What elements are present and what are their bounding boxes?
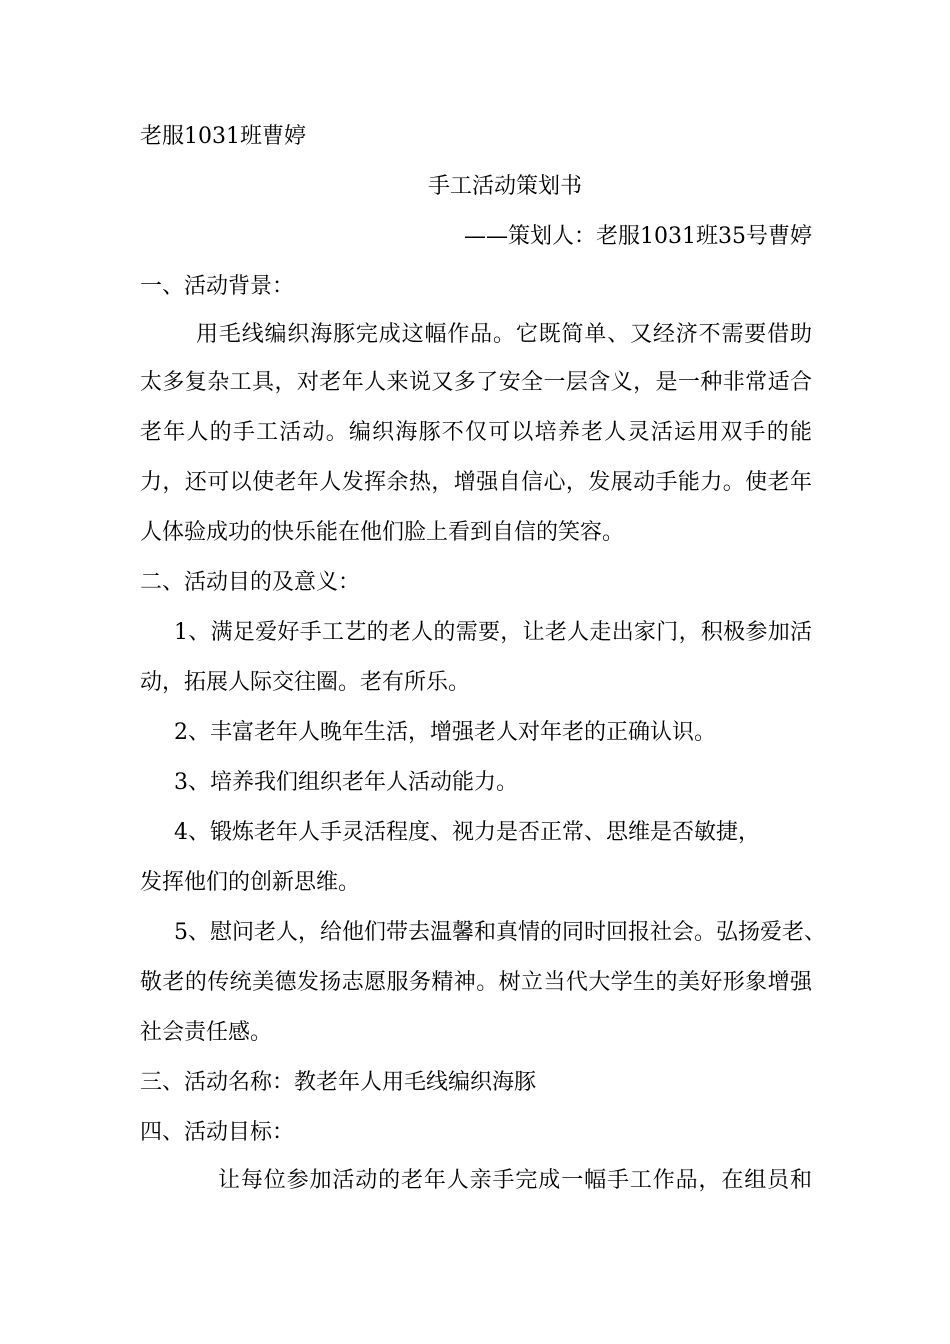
list-item: 4、锻炼老年人手灵活程度、视力是否正常、思维是否敏捷， bbox=[174, 820, 760, 845]
byline: ——策划人：老服1031班35号曹婷 bbox=[464, 224, 812, 249]
list-item-continuation: 社会责任感。 bbox=[140, 1020, 273, 1045]
section-heading-goal: 四、活动目标： bbox=[140, 1120, 295, 1145]
paragraph-line: 让每位参加活动的老年人亲手完成一幅手工作品，在组员和 bbox=[218, 1168, 812, 1193]
list-item: 1、满足爱好手工艺的老人的需要，让老人走出家门，积极参加活 bbox=[174, 620, 812, 645]
paragraph-line: 力，还可以使老年人发挥余热，增强自信心，发展动手能力。使老年 bbox=[140, 470, 812, 495]
section-heading-name: 三、活动名称：教老年人用毛线编织海豚 bbox=[140, 1070, 537, 1095]
section-heading-background: 一、活动背景： bbox=[140, 274, 295, 299]
list-item: 3、培养我们组织老年人活动能力。 bbox=[174, 770, 518, 795]
list-item: 2、丰富老年人晚年生活，增强老人对年老的正确认识。 bbox=[174, 720, 716, 745]
paragraph-line: 太多复杂工具，对老年人来说又多了安全一层含义，是一种非常适合 bbox=[140, 370, 812, 395]
list-item-continuation: 发挥他们的创新思维。 bbox=[140, 870, 361, 895]
paragraph-line: 用毛线编织海豚完成这幅作品。它既简单、又经济不需要借助 bbox=[196, 322, 812, 347]
page-title: 手工活动策划书 bbox=[427, 174, 582, 199]
paragraph-line: 人体验成功的快乐能在他们脸上看到自信的笑容。 bbox=[140, 520, 625, 545]
section-heading-purpose: 二、活动目的及意义： bbox=[140, 570, 361, 595]
list-item-continuation: 敬老的传统美德发扬志愿服务精神。树立当代大学生的美好形象增强 bbox=[140, 970, 812, 995]
header-line: 老服1031班曹婷 bbox=[140, 124, 306, 149]
list-item-continuation: 动，拓展人际交往圈。老有所乐。 bbox=[140, 670, 471, 695]
paragraph-line: 老年人的手工活动。编织海豚不仅可以培养老人灵活运用双手的能 bbox=[140, 420, 812, 445]
list-item: 5、慰问老人，给他们带去温馨和真情的同时回报社会。弘扬爱老、 bbox=[174, 920, 826, 945]
